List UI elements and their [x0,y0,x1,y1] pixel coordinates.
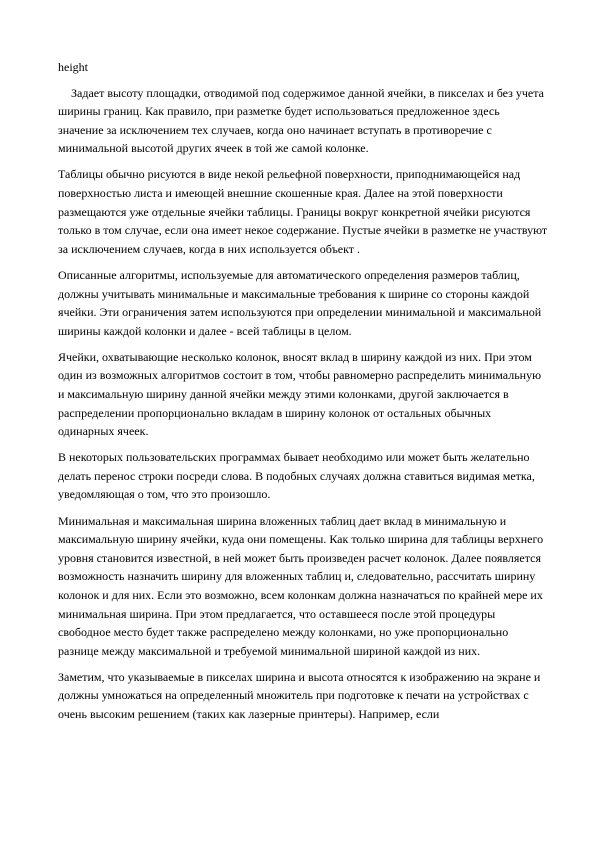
section-heading: height [58,60,88,74]
paragraph-height-description: Задает высоту площадки, отводимой под содержимое данной ячейки, в пикселах и без учета ширины границ. Как правило, при разметке будет использоваться предложенное здесь значение за исключением тех случаев, когда оно начинает вступать в противоречие с минимальной высотой других ячеек в той же самой колонке. [58,85,544,156]
paragraph-size-algorithms: Описанные алгоритмы, используемые для автоматического определения размеров таблиц, должны учитывать минимальные и максимальные требования к ширине со стороны каждой ячейки. Эти ограничения затем используются при определении минимальной и максимальной ширины каждой колонки и далее - всей таблицы в целом. [58,267,542,338]
paragraph-pixel-units: Заметим, что указываемые в пикселах ширина и высота относятся к изображению на экране и должны умножаться на определенный множитель при подготовке к печати на устройствах с очень высоким решением (таких как лазерные принтеры). Например, если [58,669,541,721]
document-body [58,58,548,731]
paragraph-word-break: В некоторых пользовательских программах бывает необходимо или может быть желательно делать перенос строки посреди слова. В подобных случаях должна ставиться видимая метка, уведомляющая о том, что это произошло. [58,450,535,502]
paragraph-table-surface: Таблицы обычно рисуются в виде некой рельефной поверхности, приподнимающейся над поверхностью листа и имеющей внешние скошенные края. Далее на этой поверхности размещаются уже отдельные ячейки таблицы. Границы вокруг конкретной ячейки рисуются только в том случае, если она имеет некое содержание. Пустые ячейки в разметке не участвуют за исключением случаев, когда в них используется объект . [58,167,548,256]
paragraph-nested-tables: Минимальная и максимальная ширина вложенных таблиц дает вклад в минимальную и максимальную ширину ячейки, куда они помещены. Как только ширина для таблицы верхнего уровня становится известной, в ней может быть произведен расчет колонок. Далее появляется возможность назначить ширину для вложенных таблиц и, следовательно, рассчитать ширину колонок и для них. Если это возможно, всем колонкам должна назначаться по крайней мере их минимальная ширина. При этом предлагается, что оставшееся после этой процедуры свободное место будет также распределено между колонками, но уже пропорционально разнице между максимальной и требуемой минимальной шириной каждой из них. [58,513,544,658]
paragraph-spanning-cells: Ячейки, охватывающие несколько колонок, вносят вклад в ширину каждой из них. При этом один из возможных алгоритмов состоит в том, чтобы равномерно распределить минимальную и максимальную ширину данной ячейки между этими колонками, другой заключается в распределении пропорционально вкладам в ширину колонок от остальных обычных одинарных ячеек. [58,349,542,439]
